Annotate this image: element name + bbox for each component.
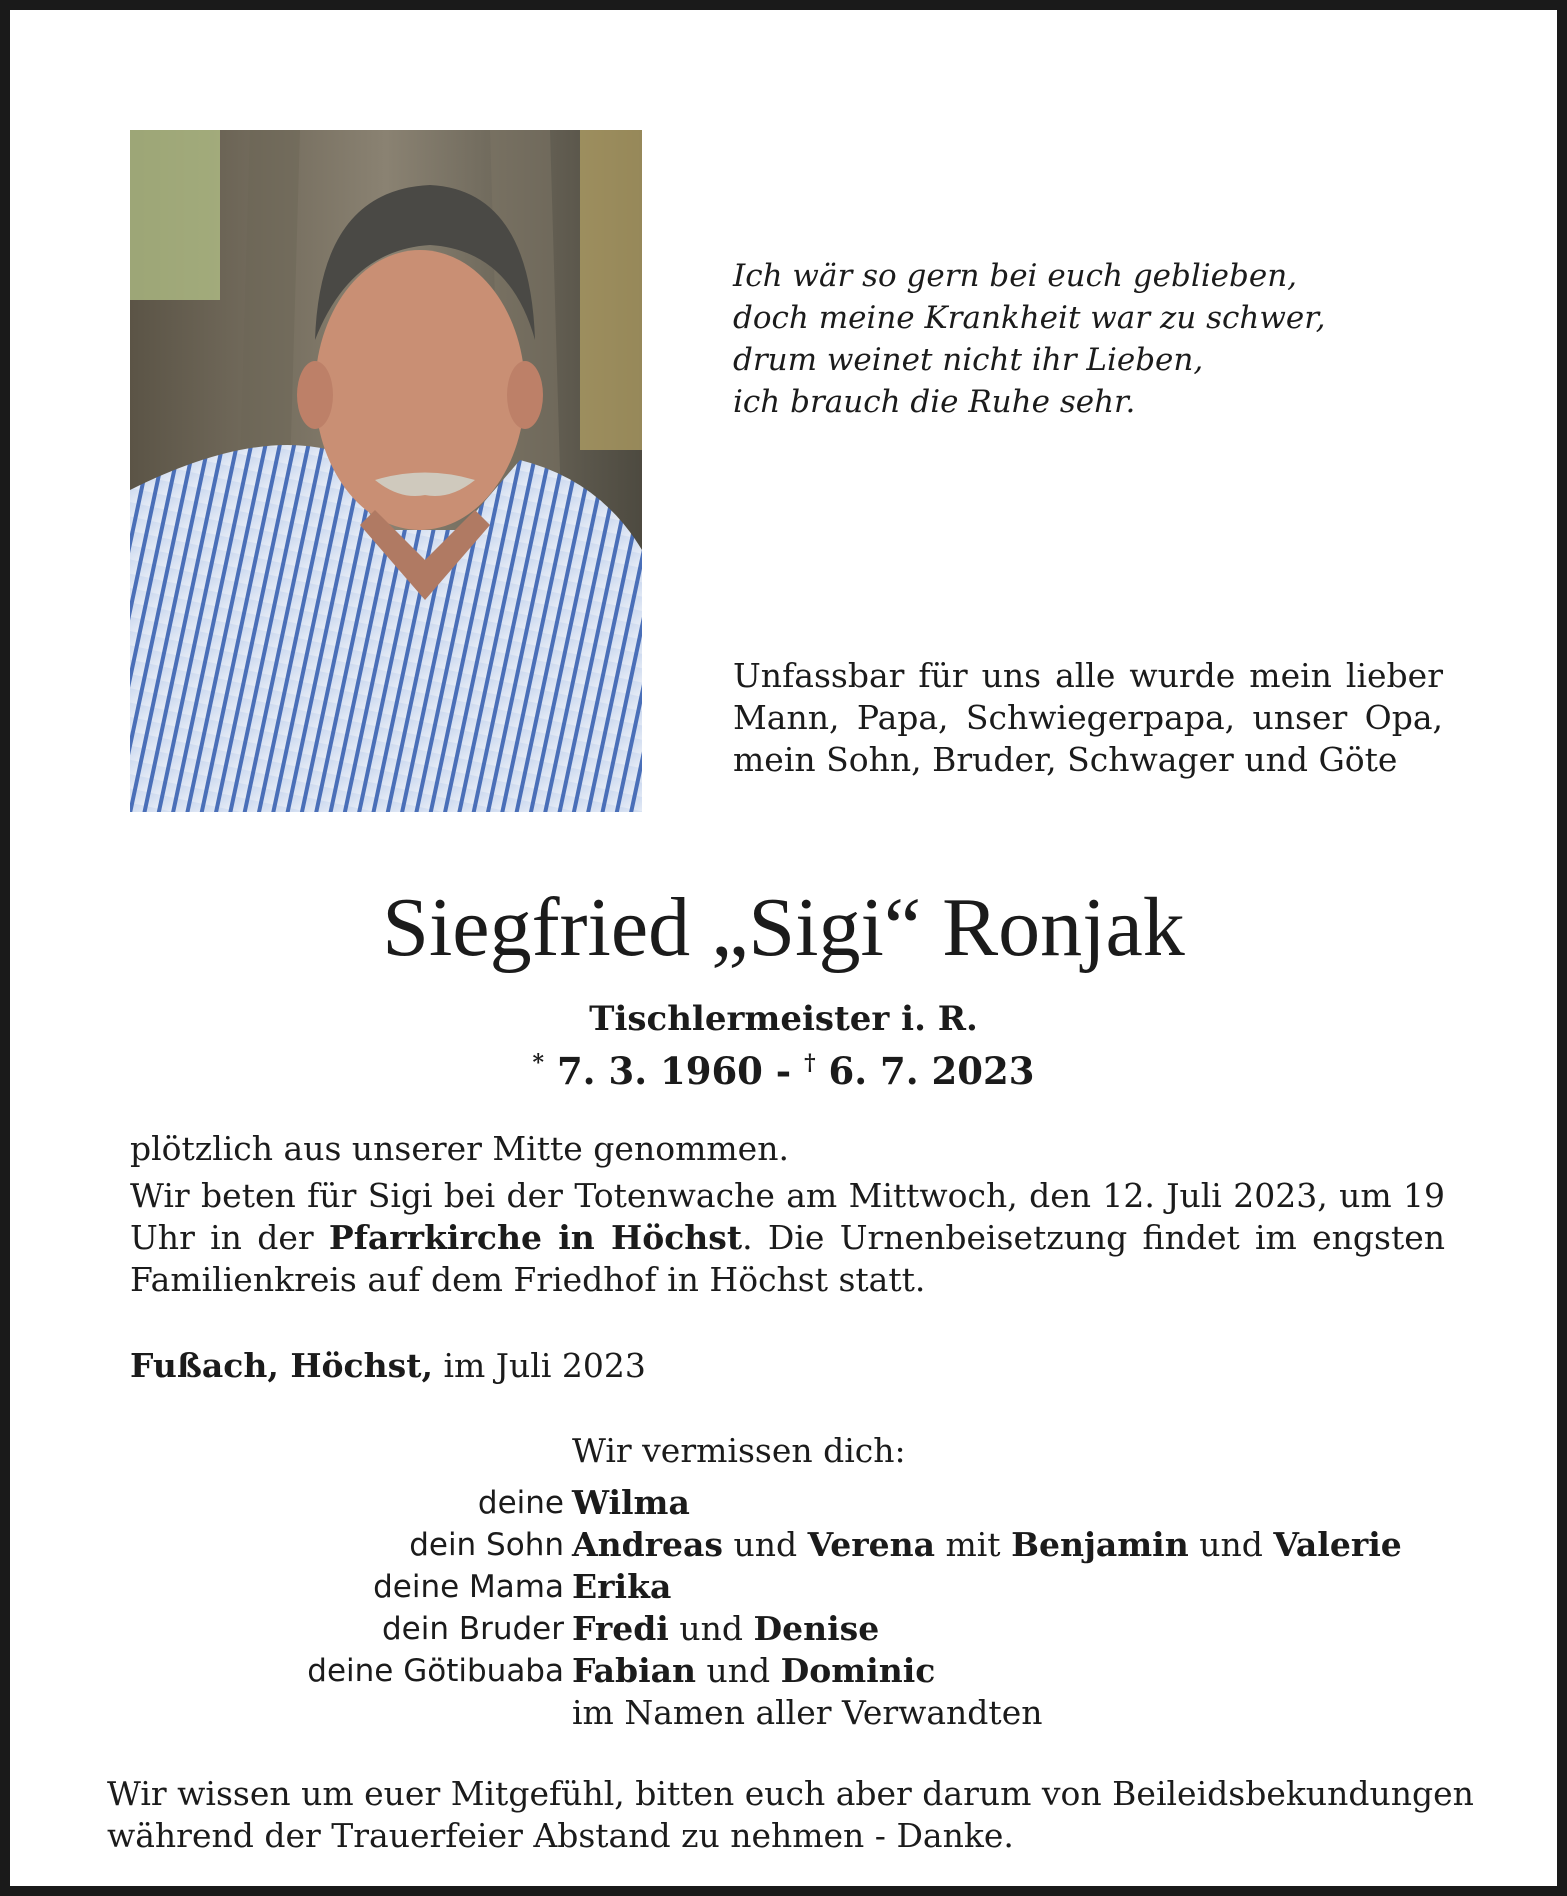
family-name: Denise bbox=[753, 1609, 880, 1648]
life-dates bbox=[10, 1040, 1557, 1094]
vigil-text-b: . Die Urnenbeisetzung findet im engsten Familienkreis auf dem Friedhof in Höchst statt. bbox=[130, 1218, 1446, 1299]
family-relation: dein Bruder bbox=[381, 1611, 564, 1647]
family-names bbox=[572, 1482, 690, 1524]
intro-text: Unfassbar für uns alle wurde mein lieber Mann, Papa, Schwiegerpapa, unser Opa, mein Sohn, Bruder, Schwager und Göte bbox=[733, 656, 1443, 779]
place-date bbox=[130, 1345, 1030, 1387]
family-relation: deine Götibuaba bbox=[307, 1653, 564, 1689]
family-names bbox=[572, 1608, 879, 1650]
family-relation: dein Sohn bbox=[409, 1527, 564, 1563]
birth-date: 7. 3. 1960 - bbox=[556, 1049, 792, 1093]
family-name: Benjamin bbox=[1011, 1525, 1189, 1564]
family-name: Verena bbox=[807, 1525, 935, 1564]
place-names: Fußach, Höchst, bbox=[130, 1346, 433, 1385]
family-name: Andreas bbox=[572, 1525, 724, 1564]
family-relation: deine Mama bbox=[373, 1569, 564, 1605]
family-row bbox=[10, 1524, 1557, 1566]
family-list bbox=[10, 1482, 1557, 1734]
family-names bbox=[572, 1524, 1402, 1566]
vigil-paragraph bbox=[130, 1175, 1445, 1301]
poem-line: doch meine Krankheit war zu schwer, bbox=[733, 300, 1326, 336]
month-year: im Juli 2023 bbox=[432, 1346, 646, 1385]
poem-line: drum weinet nicht ihr Lieben, bbox=[733, 342, 1204, 378]
church-name: Pfarrkirche in Höchst bbox=[328, 1218, 743, 1257]
birth-mark: * bbox=[532, 1050, 545, 1076]
deceased-name: Siegfried „Sigi“ Ronjak bbox=[382, 881, 1185, 974]
family-separator: und bbox=[1188, 1525, 1274, 1564]
family-row bbox=[10, 1692, 1557, 1734]
family-name: Valerie bbox=[1273, 1525, 1402, 1564]
family-separator: mit bbox=[934, 1525, 1012, 1564]
closing-note: Wir wissen um euer Mitgefühl, bitten euch aber darum von Beileidsbekundungen während der Trauerfeier Abstand zu nehmen - Danke. bbox=[107, 1774, 1474, 1855]
poem-line: ich brauch die Ruhe sehr. bbox=[733, 384, 1136, 420]
family-separator: und bbox=[723, 1525, 808, 1564]
family-names bbox=[572, 1650, 935, 1692]
family-name: Dominic bbox=[780, 1651, 936, 1690]
death-mark: † bbox=[804, 1050, 816, 1076]
family-separator: und bbox=[696, 1651, 781, 1690]
portrait-image bbox=[130, 130, 642, 812]
deceased-title: Tischlermeister i. R. bbox=[589, 999, 978, 1039]
vigil-text-a: Wir beten für Sigi bei der Totenwache am Mittwoch, den 12. Juli 2023, um 19 Uhr in der bbox=[130, 1176, 1445, 1257]
family-name: Wilma bbox=[572, 1483, 690, 1522]
family-row bbox=[10, 1482, 1557, 1524]
poem-line: Ich wär so gern bei euch geblieben, bbox=[733, 258, 1298, 294]
miss-heading: Wir vermissen dich: bbox=[572, 1431, 906, 1470]
family-separator: und bbox=[668, 1609, 754, 1648]
poem bbox=[733, 255, 1453, 423]
family-footer: im Namen aller Verwandten bbox=[572, 1693, 1043, 1732]
death-date: 6. 7. 2023 bbox=[828, 1049, 1035, 1093]
body-line-1: plötzlich aus unserer Mitte genommen. bbox=[130, 1129, 789, 1168]
family-name: Erika bbox=[572, 1567, 672, 1606]
family-row bbox=[10, 1566, 1557, 1608]
portrait-photo bbox=[130, 130, 642, 812]
family-row bbox=[10, 1650, 1557, 1692]
family-row bbox=[10, 1608, 1557, 1650]
family-name: Fabian bbox=[572, 1651, 696, 1690]
family-relation: deine bbox=[477, 1485, 564, 1521]
family-name: Fredi bbox=[572, 1609, 669, 1648]
family-names bbox=[572, 1566, 671, 1608]
